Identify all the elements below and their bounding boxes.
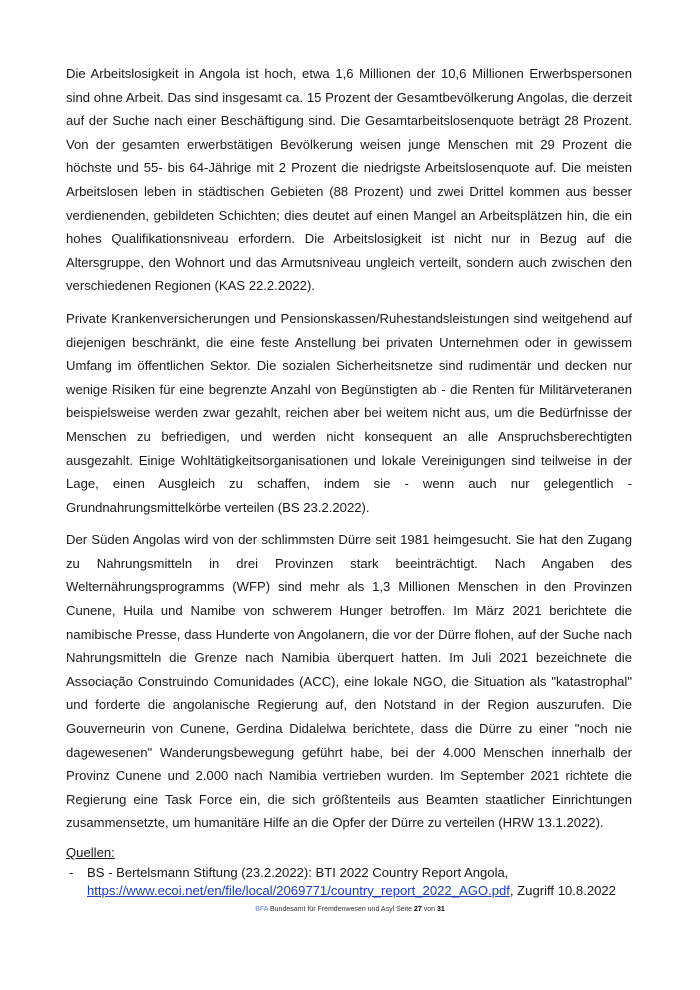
sources-heading: Quellen: <box>66 845 115 860</box>
paragraph-social-security: Private Krankenversicherungen und Pensionskassen/Ruhestandsleistungen sind weitgehend auf diejenigen beschränkt, die eine feste Anstellung bei privaten Unternehmen oder in gewissem Umfang im öffentlichen Sektor. Die sozialen Sicherheitsnetze sind rudimentär und decken nur wenige Risiken für eine begrenzte Anzahl von Begünstigten ab - die Renten für Militärveteranen beispielsweise werden zwar gezahlt, reichen aber bei weitem nicht aus, um die Bedürfnisse der Menschen zu befriedigen, und werden nicht konsequent an alle Anspruchsberechtigten ausgezahlt. Einige Wohltätigkeitsorganisationen und lokale Vereinigungen sind teilweise in der Lage, einen Ausgleich zu schaffen, indem sie - wenn auch nur gelegentlich - Grundnahrungsmittelkörbe verteilen (BS 23.2.2022). <box>66 310 632 515</box>
page-footer <box>0 906 700 913</box>
page-total: 31 <box>437 906 445 913</box>
footer-page-label: Seite <box>396 906 413 913</box>
source-access-date: , Zugriff 10.8.2022 <box>509 882 616 898</box>
source-link[interactable]: https://www.ecoi.net/en/file/local/2069771/country_report_2022_AGO.pdf <box>87 882 510 898</box>
footer-org: Bundesamt für Fremdenwesen und Asyl <box>270 906 395 913</box>
document-page <box>66 62 632 899</box>
paragraph-unemployment: Die Arbeitslosigkeit in Angola ist hoch, etwa 1,6 Millionen der 10,6 Millionen Erwerbspersonen sind ohne Arbeit. Das sind insgesamt ca. 15 Prozent der Gesamtbevölkerung Angolas, die derzeit auf der Suche nach einer Beschäftigung sind. Die Gesamtarbeitslosenquote beträgt 28 Prozent. Von der gesamten erwerbstätigen Bevölkerung weisen junge Menschen mit 29 Prozent die höchste und 55- bis 64-Jährige mit 2 Prozent die niedrigste Arbeitslosenquote auf. Die meisten Arbeitslosen leben in städtischen Gebieten (88 Prozent) und zwei Drittel kommen aus besser verdienenden, gebildeten Schichten; dies deutet auf einen Mangel an Arbeitsplätzen hin, die ein hohes Qualifikationsniveau erfordern. Die Arbeitslosigkeit ist nicht nur in Bezug auf die Altersgruppe, den Wohnort und das Armutsniveau ungleich verteilt, sondern auch zwischen den verschiedenen Regionen (KAS 22.2.2022). <box>66 66 632 294</box>
bfa-logo: BFA <box>255 906 269 913</box>
bullet-dash: - <box>69 865 74 880</box>
sources-list <box>66 864 632 899</box>
source-text: BS - Bertelsmann Stiftung (23.2.2022): BTI 2022 Country Report Angola, <box>87 865 509 880</box>
paragraph-drought: Der Süden Angolas wird von der schlimmsten Dürre seit 1981 heimgesucht. Sie hat den Zugang zu Nahrungsmitteln in drei Provinzen stark beeinträchtigt. Nach Angaben des Welternährungsprogramms (WFP) sind mehr als 1,3 Millionen Menschen in den Provinzen Cunene, Huila und Namibe von schwerem Hunger betroffen. Im März 2021 berichtete die namibische Presse, dass Hunderte von Angolanern, die vor der Dürre flohen, auf der Suche nach Nahrungsmitteln die Grenze nach Namibia überquert hatten. Im Juli 2021 bezeichnete die Associação Construindo Comunidades (ACC), eine lokale NGO, die Situation als "katastrophal" und forderte die angolanische Regierung auf, den Notstand in der Region auszurufen. Die Gouverneurin von Cunene, Gerdina Didalelwa berichtete, dass die Dürre zu einer "noch nie dagewesenen" Wanderungsbewegung geführt habe, bei der 4.000 Menschen innerhalb der Provinz Cunene und 2.000 nach Namibia vertrieben wurden. Im September 2021 richtete die Regierung eine Task Force ein, die sich größtenteils aus Beamten staatlicher Einrichtungen zusammensetzte, um humanitäre Hilfe an die Opfer der Dürre zu verteilen (HRW 13.1.2022). <box>66 532 632 831</box>
page-current: 27 <box>414 906 422 913</box>
footer-of: von <box>423 906 436 913</box>
source-item <box>66 864 632 899</box>
